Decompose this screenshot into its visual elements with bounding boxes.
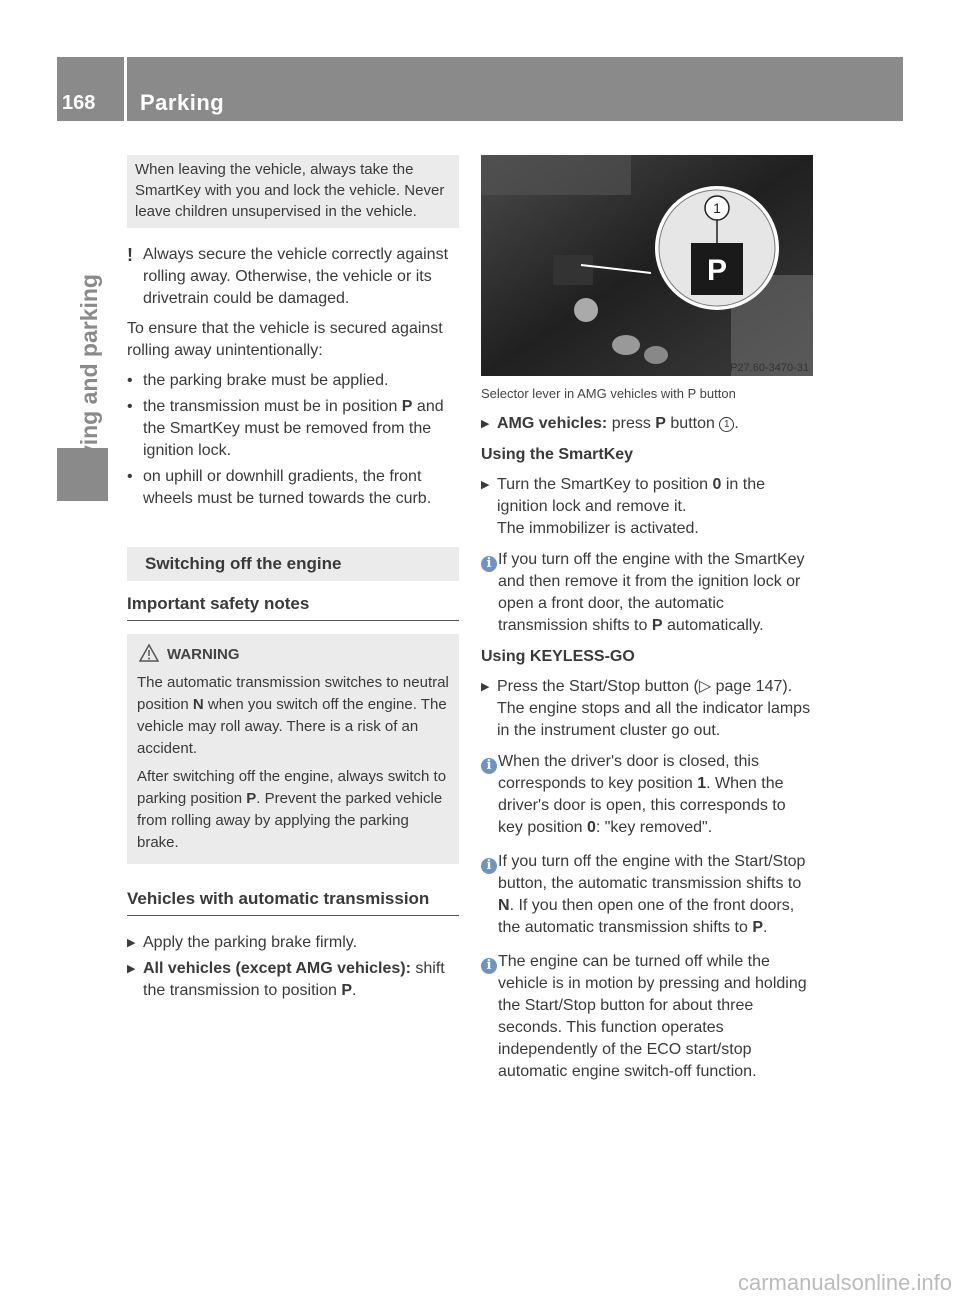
warning-heading: WARNING	[167, 644, 449, 666]
list-item: • the parking brake must be applied.	[127, 370, 459, 392]
photo-caption: Selector lever in AMG vehicles with P button	[481, 386, 736, 401]
warning-paragraph: After switching off the engine, always switch to parking position P. Prevent the parked vehicle from rolling away by applying the parking brake.	[137, 768, 447, 851]
header-separator	[124, 57, 127, 121]
subsection-title: Vehicles with automatic transmission	[127, 888, 459, 916]
step-arrow-icon: ▶	[481, 418, 490, 430]
subheading-smartkey: Using the SmartKey	[481, 446, 634, 463]
step-result: The engine stops and all the indicator lamps in the instrument cluster go out.	[497, 700, 811, 739]
info-icon: i	[481, 858, 497, 874]
step-arrow-icon: ▶	[481, 479, 490, 491]
warning-box	[127, 634, 459, 864]
page-number: 168	[62, 92, 96, 114]
step-arrow-icon: ▶	[127, 963, 136, 975]
warning-paragraph: The automatic transmission switches to neutral position N when you switch off the engine. The vehicle may roll away. There is a risk of an accident.	[137, 674, 449, 757]
left-column	[127, 155, 459, 1002]
caution-text: Always secure the vehicle correctly against rolling away. Otherwise, the vehicle or its drivetrain could be damaged.	[143, 246, 449, 307]
callout-number: 1	[719, 417, 734, 432]
info-icon: i	[481, 556, 497, 572]
footer-watermark: carmanualsonline.info	[737, 1270, 952, 1295]
step-arrow-icon: ▶	[481, 681, 490, 693]
right-column	[481, 413, 813, 1083]
info-note: i The engine can be turned off while the vehicle is in motion by pressing and holding the Start/Stop button for about three seconds. This function operates independently of the ECO start/stop automatic engine switch-off function.	[481, 951, 813, 1083]
chapter-side-label: Driving and parking	[76, 274, 102, 490]
warning-triangle-icon	[139, 644, 159, 662]
step-item: ▶ Turn the SmartKey to position 0 in the ignition lock and remove it. The immobilizer is activated.	[481, 474, 813, 540]
info-note: i When the driver's door is closed, this corresponds to key position 1. When the driver's door is open, this corresponds to key position 0: "key removed".	[481, 751, 813, 839]
subheading-keyless-go: Using KEYLESS-GO	[481, 648, 635, 665]
step-arrow-icon: ▶	[127, 937, 136, 949]
info-note: i If you turn off the engine with the SmartKey and then remove it from the ignition lock or open a front door, the automatic transmission shifts to P automatically.	[481, 549, 813, 637]
note-box	[127, 155, 459, 228]
caution-mark: !	[127, 245, 133, 265]
bullet-text: the parking brake must be applied.	[143, 372, 389, 389]
subsection-title: Important safety notes	[127, 593, 459, 621]
step-item: ▶ All vehicles (except AMG vehicles): shift the transmission to position P.	[127, 958, 459, 1002]
info-icon: i	[481, 958, 497, 974]
info-note: i If you turn off the engine with the Start/Stop button, the automatic transmission shifts to N. If you then open one of the front doors, the automatic transmission shifts to P.	[481, 851, 813, 939]
ensure-intro: To ensure that the vehicle is secured against rolling away unintentionally:	[127, 320, 443, 359]
step-result: The immobilizer is activated.	[497, 520, 699, 537]
list-item: • the transmission must be in position P and the SmartKey must be removed from the ignition lock.	[127, 396, 459, 462]
photo-code: P27.60-3470-31	[730, 362, 809, 374]
bullet-text: the transmission must be in position P and the SmartKey must be removed from the ignition lock.	[143, 398, 444, 459]
photo-callout-label: 1	[713, 200, 721, 216]
photo-p-button-label: P	[706, 254, 728, 287]
caution-note	[127, 244, 459, 310]
list-item: • on uphill or downhill gradients, the front wheels must be turned towards the curb.	[127, 466, 459, 510]
step-item: ▶ AMG vehicles: press P button 1 .	[481, 413, 813, 435]
note-text: When leaving the vehicle, always take the SmartKey with you and lock the vehicle. Never leave children unsupervised in the vehicle.	[135, 161, 445, 220]
page-title: Parking	[140, 90, 225, 115]
step-item: ▶ Press the Start/Stop button (▷ page 147). The engine stops and all the indicator lamps in the instrument cluster go out.	[481, 676, 813, 742]
info-icon: i	[481, 758, 497, 774]
step-item: ▶ Apply the parking brake firmly.	[127, 932, 459, 954]
selector-lever-image	[481, 155, 813, 376]
section-title: Switching off the engine	[127, 547, 459, 581]
bullet-text: on uphill or downhill gradients, the front wheels must be turned towards the curb.	[143, 468, 432, 507]
selector-lever-photo	[481, 155, 813, 376]
